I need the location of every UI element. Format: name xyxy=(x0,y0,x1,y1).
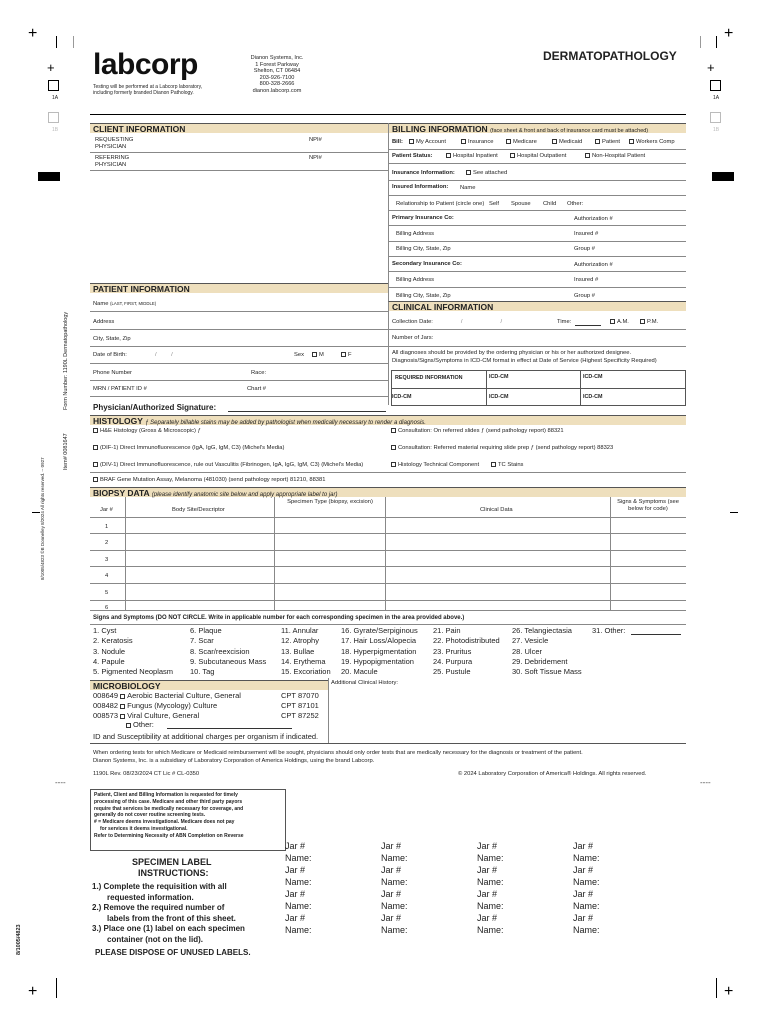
billing-address-label: Billing Address xyxy=(396,277,435,283)
dob-slashes[interactable]: / / xyxy=(155,352,173,358)
jar-label[interactable]: Jar # Name: xyxy=(477,865,504,887)
icd-label: ICD-CM xyxy=(392,394,412,400)
additional-history-label: Additional Clinical History: xyxy=(331,680,399,686)
bill-workers-comp[interactable]: Workers Comp xyxy=(629,139,675,145)
insured-name-label: Name xyxy=(460,185,476,191)
patient-info-header: PATIENT INFORMATION xyxy=(90,283,388,293)
instructions-title: SPECIMEN LABEL xyxy=(132,857,212,867)
biopsy-row-number: 2 xyxy=(105,540,109,546)
sex-label: Sex xyxy=(294,352,304,358)
bill-my-account[interactable]: My Account xyxy=(409,139,446,145)
phone-label: Phone Number xyxy=(93,370,132,376)
registration-bar xyxy=(38,172,60,181)
bill-medicare[interactable]: Medicare xyxy=(506,139,537,145)
biopsy-table xyxy=(90,497,686,611)
labcorp-logo: labcorp xyxy=(93,48,198,81)
testing-note: including formerly branded Dianon Pathology. xyxy=(93,90,194,96)
instruction-step: labels from the front of this sheet. xyxy=(107,914,236,923)
biopsy-row-number: 4 xyxy=(105,573,109,579)
jar-label[interactable]: Jar # Name: xyxy=(477,841,504,863)
signs-heading: Signs and Symptoms (DO NOT CIRCLE. Write in applicable number for each corresponding specimen in the area provided above.) xyxy=(93,615,465,621)
jar-label[interactable]: Jar # Name: xyxy=(285,913,312,935)
instruction-step: 3.) Place one (1) label on each specimen xyxy=(92,924,245,933)
he-histology-checkbox[interactable]: H&E Histology (Gross & Microscopic) ƒ xyxy=(93,428,201,434)
consult-slide-prep-checkbox[interactable]: Consultation: Referred material requiring slide prep ƒ (send pathology report) 88323 xyxy=(391,445,613,451)
bill-medicaid[interactable]: Medicaid xyxy=(552,139,582,145)
patient-address-label: Address xyxy=(93,319,115,325)
group-label: Group # xyxy=(574,246,595,252)
authorization-label: Authorization # xyxy=(574,216,613,222)
status-non-hospital[interactable]: Non-Hospital Patient xyxy=(585,153,645,159)
copyright: © 2024 Laboratory Corporation of America® Holdings. All rights reserved. xyxy=(458,771,647,777)
patient-name-label: Name (LAST, FIRST, MIDDLE) xyxy=(93,301,157,307)
cut-mark: ---- xyxy=(55,778,66,787)
cpt-code: CPT 87070 xyxy=(281,691,319,700)
race-label: Race: xyxy=(251,370,267,376)
instruction-step: 1.) Complete the requisition with all xyxy=(92,882,227,891)
signs-col-4: 16. Gyrate/Serpiginous 17. Hair Loss/Alopecia 18. Hyperpigmentation 19. Hypopigmentation 20. Macule xyxy=(341,626,418,677)
cpt-code: CPT 87101 xyxy=(281,701,319,710)
braf-checkbox[interactable]: BRAF Gene Mutation Assay, Melanoma (481030) (send pathology report) 81210, 88381 xyxy=(93,477,325,483)
registration-mark: + xyxy=(724,25,734,42)
signature-field[interactable] xyxy=(228,402,386,412)
col-jar: Jar # xyxy=(100,507,113,513)
jar-label[interactable]: Jar # Name: xyxy=(285,841,312,863)
rel-child[interactable]: Child xyxy=(543,201,557,207)
histology-technical-checkbox[interactable]: Histology Technical Component xyxy=(391,462,479,468)
insured-number-label: Insured # xyxy=(574,231,599,237)
signs-col-6: 26. Telangiectasia 27. Vesicle 28. Ulcer 29. Debridement 30. Soft Tissue Mass xyxy=(512,626,582,677)
additional-history-field[interactable] xyxy=(331,688,686,742)
referring-physician-label: REFERRING PHYSICIAN xyxy=(95,155,130,168)
biopsy-row-number: 6 xyxy=(105,605,109,611)
client-info-header: CLIENT INFORMATION xyxy=(90,123,388,133)
registration-square xyxy=(48,112,59,123)
rel-self[interactable]: Self xyxy=(489,201,499,207)
clinical-info-header: CLINICAL INFORMATION xyxy=(388,301,686,311)
sex-m-checkbox[interactable]: M xyxy=(312,352,324,358)
relationship-label: Relationship to Patient (circle one) xyxy=(396,201,485,207)
consult-referred-slides-checkbox[interactable]: Consultation: On referred slides ƒ (send pathology report) 88321 xyxy=(391,428,564,434)
instruction-step: container (not on the lid). xyxy=(107,935,203,944)
jar-label[interactable]: Jar # Name: xyxy=(381,889,408,911)
icd-label: ICD-CM xyxy=(489,394,509,400)
abn-notice-box: Patient, Client and Billing Information is requested for timely processing of this case. Medicare and other third party payors require that services be medically necessary for coverage, and generally do not cover routine screening tests. # = Medicare deems investigational. Medicare does not pay for services it deems investigational. Refer to Determining Necessity of ABN Completion on Reverse xyxy=(90,789,286,851)
status-outpatient[interactable]: Hospital Outpatient xyxy=(510,153,566,159)
revision-info: 1190L Rev. 08/23/2024 CT Lic # CL-0350 xyxy=(93,771,200,777)
jar-label[interactable]: Jar # Name: xyxy=(381,841,408,863)
registration-mark: + xyxy=(707,60,715,75)
col-signs: Signs & Symptoms (see below for code) xyxy=(617,499,679,512)
jar-label[interactable]: Jar # Name: xyxy=(477,889,504,911)
bill-insurance[interactable]: Insurance xyxy=(461,139,493,145)
registration-mark: + xyxy=(28,983,38,1000)
patient-city-label: City, State, Zip xyxy=(93,336,131,342)
item-number-vertical: Item# 0081647 xyxy=(63,433,69,470)
form-number-vertical: Form Number: 1190L Dermatopathology xyxy=(63,311,69,410)
rel-other[interactable]: Other: xyxy=(567,201,584,207)
form-title: DERMATOPATHOLOGY xyxy=(543,49,677,63)
jar-label[interactable]: Jar # Name: xyxy=(285,889,312,911)
insurance-info-label: Insurance Information: xyxy=(392,170,455,176)
dob-label: Date of Birth: xyxy=(93,352,127,358)
signature-label: Physician/Authorized Signature: xyxy=(93,403,217,412)
medicare-notice: When ordering tests for which Medicare or Medicaid reimbursement will be sought, physicians should only order tests that are medically necessary for the diagnosis or treatment of the patient. xyxy=(93,750,583,756)
secondary-insurance-label: Secondary Insurance Co: xyxy=(392,261,462,267)
corner-code: 1A xyxy=(52,95,59,101)
col-clinical-data: Clinical Data xyxy=(480,507,513,513)
corner-code: 1B xyxy=(52,127,59,133)
registration-mark: + xyxy=(47,60,55,75)
corner-code: 1B xyxy=(713,127,720,133)
status-inpatient[interactable]: Hospital Inpatient xyxy=(446,153,498,159)
am-checkbox[interactable]: A.M. xyxy=(610,319,629,325)
cut-mark: ---- xyxy=(700,778,711,787)
bottom-code-vertical: 8/1005/4823 xyxy=(16,924,22,955)
micro-item[interactable]: 008482 Fungus (Mycology) Culture xyxy=(93,701,218,710)
billing-info-header: BILLING INFORMATION (face sheet & front and back of insurance card must be attached) xyxy=(388,123,686,133)
npi-label: NPI# xyxy=(309,155,322,161)
pm-checkbox[interactable]: P.M. xyxy=(640,319,658,325)
corner-code: 1A xyxy=(713,95,720,101)
requesting-physician-label: REQUESTING PHYSICIAN xyxy=(95,137,134,150)
icd-label: ICD-CM xyxy=(489,374,509,380)
micro-item[interactable]: 008573 Viral Culture, General xyxy=(93,711,200,720)
jar-label[interactable]: Jar # Name: xyxy=(285,865,312,887)
requesting-physician-field[interactable] xyxy=(160,134,300,150)
group-label: Group # xyxy=(574,293,595,299)
micro-item[interactable]: 008649 Aerobic Bacterial Culture, General xyxy=(93,691,241,700)
testing-note: Testing will be performed at a Labcorp laboratory, xyxy=(93,84,203,90)
microbiology-header: MICROBIOLOGY xyxy=(90,680,328,690)
lab-address: Dianon Systems, Inc. 1 Forest Parkway Shelton, CT 06484 203-926-7100 800-328-2666 dianon.labcorp.com xyxy=(250,55,304,94)
susceptibility-note: ID and Susceptibility at additional charges per organism if indicated. xyxy=(93,732,319,741)
dispose-note: PLEASE DISPOSE OF UNUSED LABELS. xyxy=(95,948,251,957)
instruction-step: 2.) Remove the required number of xyxy=(92,903,225,912)
bill-patient[interactable]: Patient xyxy=(595,139,620,145)
bill-label: Bill: xyxy=(392,139,403,145)
billing-city-label: Billing City, State, Zip xyxy=(396,293,451,299)
cpt-code: CPT 87252 xyxy=(281,711,319,720)
diagnosis-note: All diagnoses should be provided by the ordering physician or his or her authorized designee. xyxy=(392,350,632,356)
referring-physician-field[interactable] xyxy=(160,152,300,170)
biopsy-row-number: 5 xyxy=(105,590,109,596)
insured-info-label: Insured Information: xyxy=(392,184,449,190)
jar-label[interactable]: Jar # Name: xyxy=(573,841,600,863)
biopsy-header: BIOPSY DATA (please identify anatomic site below and apply appropriate label to jar) xyxy=(90,487,686,497)
jar-label[interactable]: Jar # Name: xyxy=(381,913,408,935)
registration-mark: + xyxy=(724,983,734,1000)
collection-date-label: Collection Date: / / xyxy=(392,319,503,325)
histology-header: HISTOLOGY ƒ Separately billable stains may be added by pathologist when medically necessary to render a diagnosis. xyxy=(90,415,686,425)
primary-insurance-label: Primary Insurance Co: xyxy=(392,215,454,221)
micro-other-checkbox[interactable]: Other: xyxy=(126,720,154,729)
jar-label[interactable]: Jar # Name: xyxy=(573,865,600,887)
icd-label: ICD-CM xyxy=(583,394,603,400)
signs-col-2: 6. Plaque 7. Scar 8. Scar/reexcision 9. Subcutaneous Mass 10. Tag xyxy=(190,626,267,677)
subsidiary-notice: Dianon Systems, Inc. is a subsidiary of Laboratory Corporation of America Holdings, using the brand Labcorp. xyxy=(93,758,375,764)
div1-checkbox[interactable]: (DIV-1) Direct Immunofluorescence, rule out Vasculitis (Fibrinogen, IgA, IgG, IgM, C3) (Michel's Media) xyxy=(93,462,363,468)
npi-label: NPI# xyxy=(309,137,322,143)
authorization-label: Authorization # xyxy=(574,262,613,268)
diagnosis-note: Diagnosis/Signs/Symptoms in ICD-CM format in effect at Date of Service (Highest Specificity Required) xyxy=(392,358,657,364)
registration-square xyxy=(710,80,721,91)
chart-label: Chart # xyxy=(247,386,267,392)
signs-col-1: 1. Cyst 2. Keratosis 3. Nodule 4. Papule 5. Pigmented Neoplasm xyxy=(93,626,174,677)
jar-label[interactable]: Jar # Name: xyxy=(573,913,600,935)
dif1-checkbox[interactable]: (DIF-1) Direct Immunofluorescence (IgA, IgG, IgM, C3) (Michel's Media) xyxy=(93,445,284,451)
instructions-title: INSTRUCTIONS: xyxy=(138,868,209,878)
see-attached-checkbox[interactable]: See attached xyxy=(466,170,507,176)
instruction-step: requested information. xyxy=(107,893,194,902)
time-label: Time: xyxy=(557,319,572,325)
patient-status-label: Patient Status: xyxy=(392,153,433,159)
jar-label[interactable]: Jar # Name: xyxy=(573,889,600,911)
signs-col-7: 31. Other: xyxy=(592,626,626,635)
sex-f-checkbox[interactable]: F xyxy=(341,352,352,358)
mrn-label: MRN / PATIENT ID # xyxy=(93,386,147,392)
signs-col-5: 21. Pain 22. Photodistributed 23. Pruritus 24. Purpura 25. Pustule xyxy=(433,626,500,677)
required-info-label: REQUIRED INFORMATION xyxy=(395,375,463,381)
icd-label: ICD-CM xyxy=(583,374,603,380)
registration-square xyxy=(710,112,721,123)
billing-city-label: Billing City, State, Zip xyxy=(396,246,451,252)
registration-square xyxy=(48,80,59,91)
jar-label[interactable]: Jar # Name: xyxy=(477,913,504,935)
rel-spouse[interactable]: Spouse xyxy=(511,201,531,207)
biopsy-row-number: 3 xyxy=(105,557,109,563)
signs-col-3: 11. Annular 12. Atrophy 13. Bullae 14. Erythema 15. Excoriation xyxy=(281,626,331,677)
jar-label[interactable]: Jar # Name: xyxy=(381,865,408,887)
col-body-site: Body Site/Descriptor xyxy=(172,507,225,513)
insured-number-label: Insured # xyxy=(574,277,599,283)
tc-stains-checkbox[interactable]: TC Stains xyxy=(491,462,523,468)
billing-address-label: Billing Address xyxy=(396,231,435,237)
printer-info-vertical: 8/1005/4823 ©B Donnelley 8/2024 All rights reserved. -- 0927 xyxy=(40,457,45,580)
registration-mark: + xyxy=(28,25,38,42)
biopsy-row-number: 1 xyxy=(105,524,109,530)
col-specimen-type: Specimen Type (biopsy, excision) xyxy=(287,499,373,505)
registration-bar xyxy=(712,172,734,181)
number-of-jars-label: Number of Jars: xyxy=(392,335,434,341)
